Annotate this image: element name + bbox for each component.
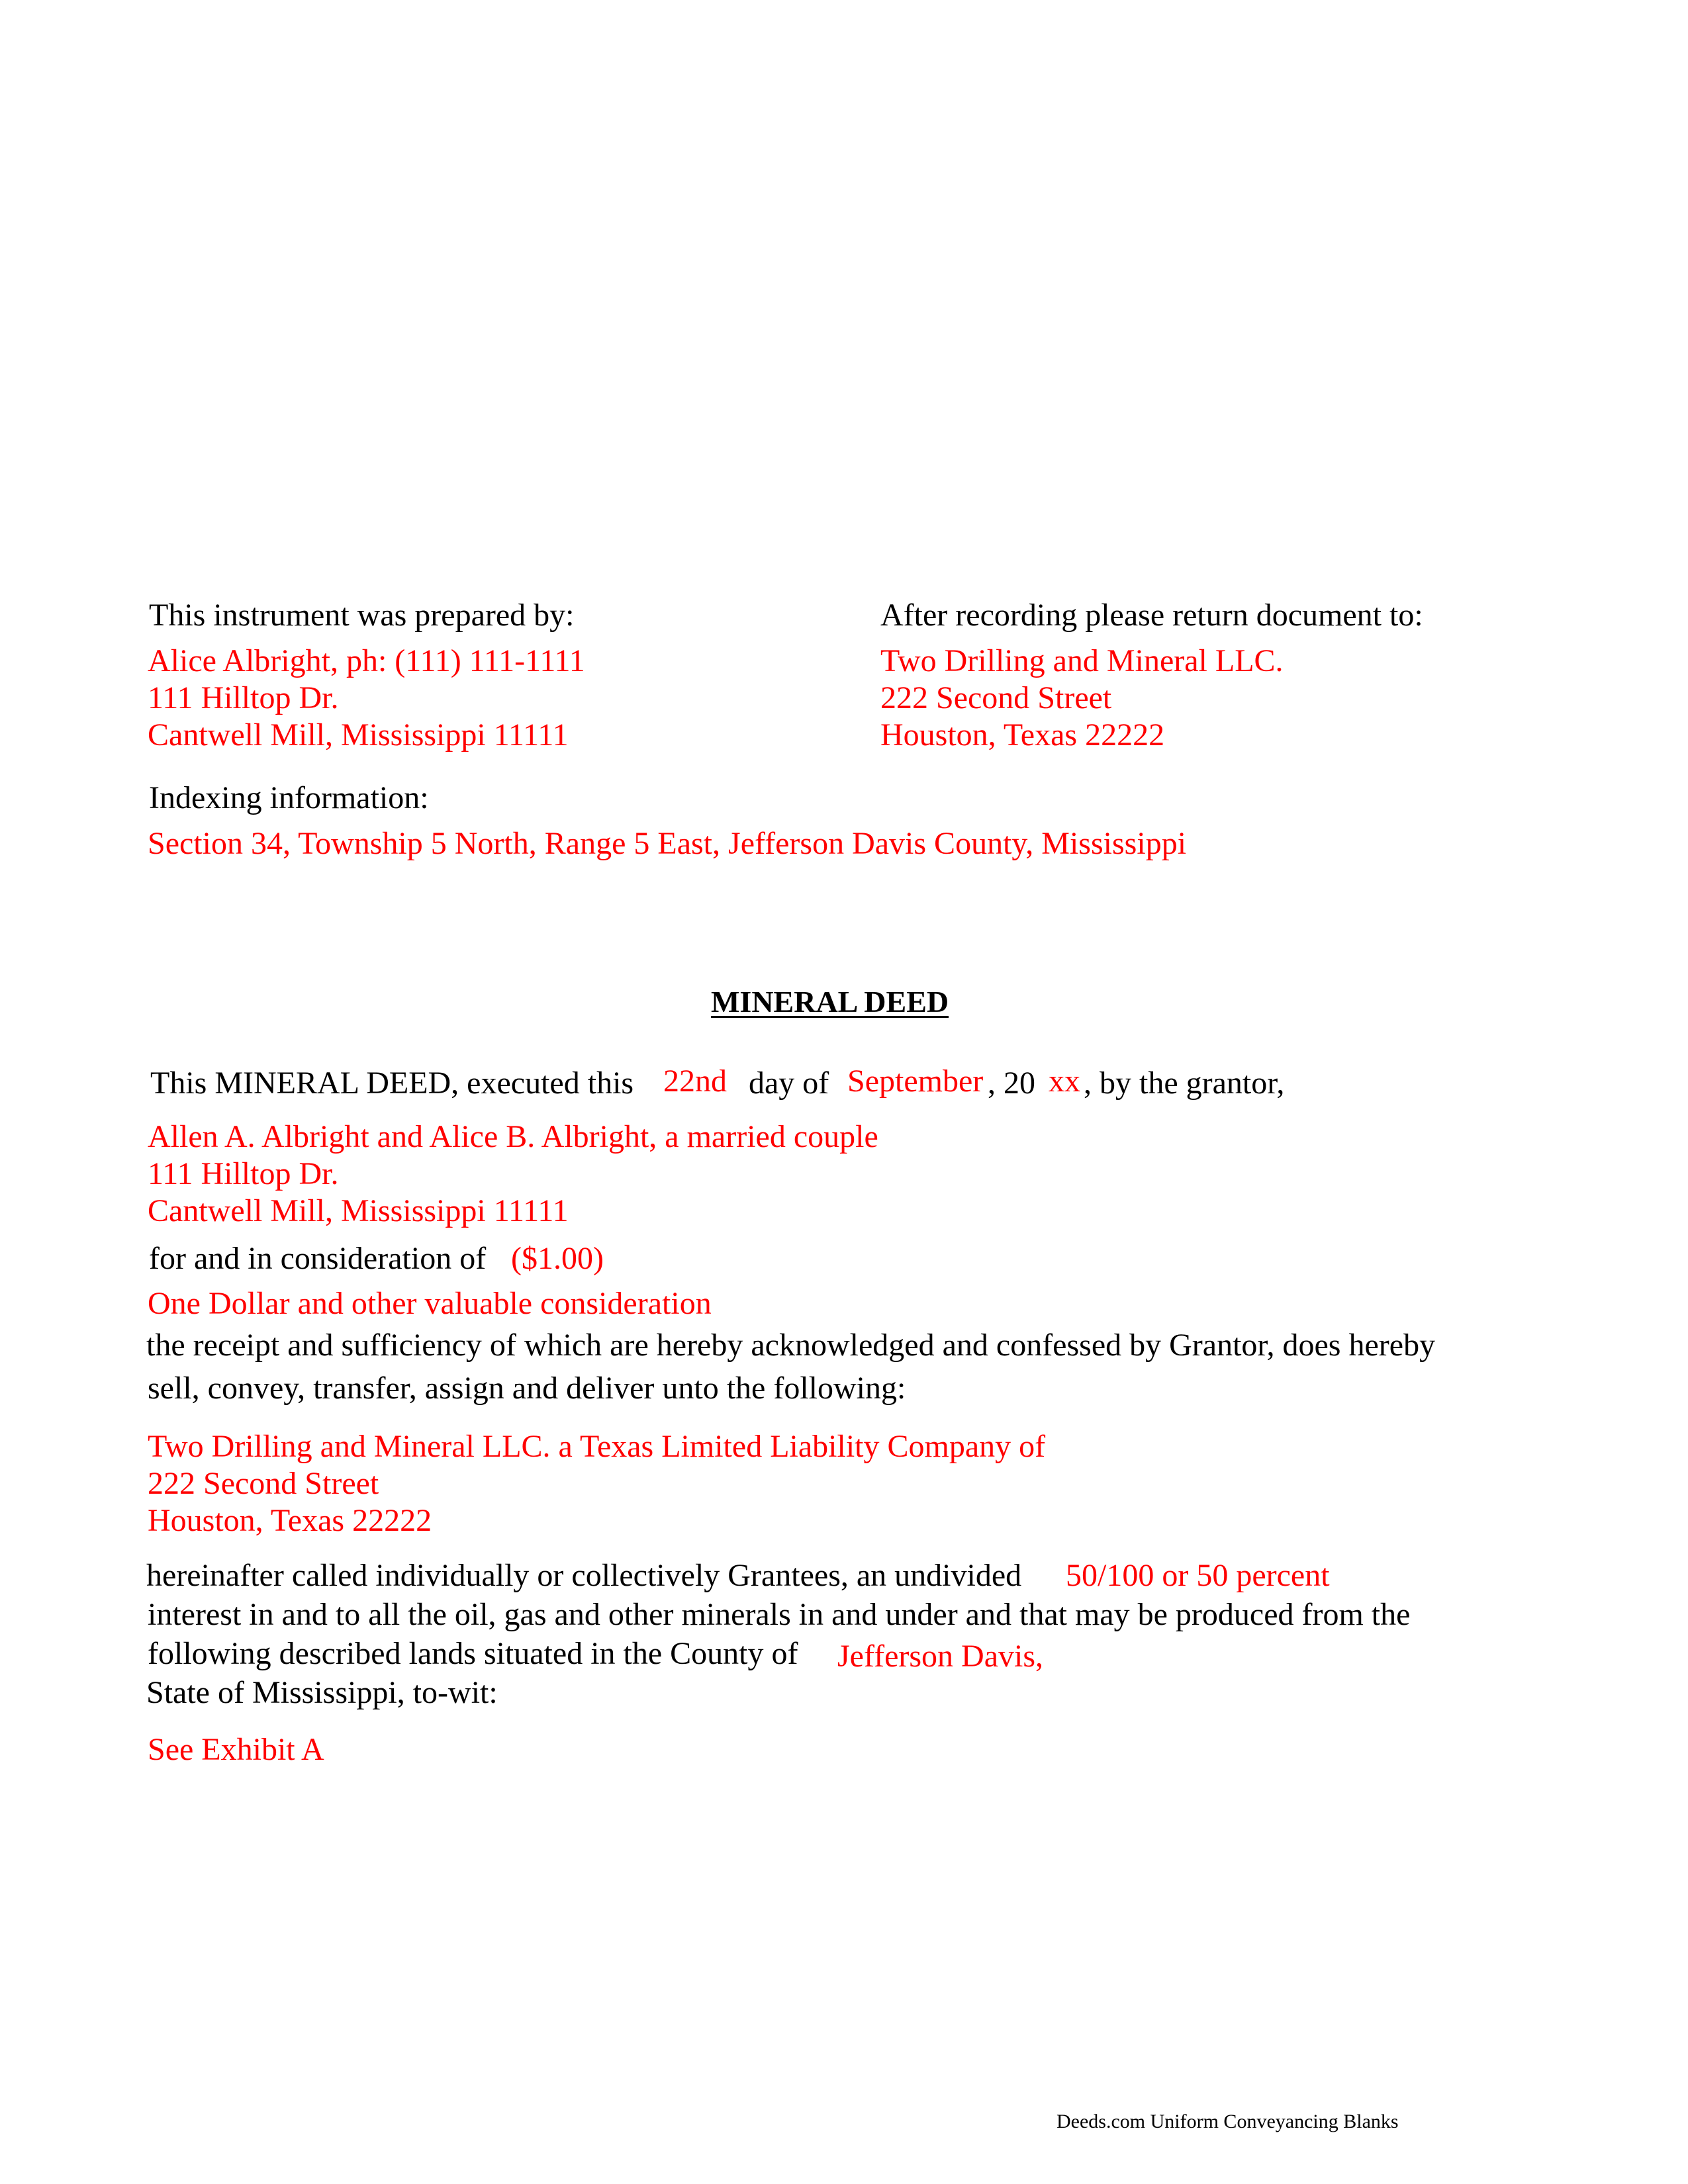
grantor-city: Cantwell Mill, Mississippi 11111	[148, 1193, 569, 1228]
interest-line2: interest in and to all the oil, gas and other minerals in and under and that may be produced from the	[148, 1597, 1411, 1632]
execution-year-suffix: xx	[1049, 1064, 1080, 1099]
consideration-label: for and in consideration of	[149, 1241, 487, 1276]
county-prefix: following described lands situated in the County of	[148, 1636, 798, 1671]
indexing-label: Indexing information:	[149, 780, 429, 815]
execution-prefix: This MINERAL DEED, executed this	[150, 1066, 634, 1101]
deed-title: MINERAL DEED	[711, 985, 949, 1019]
grantee-street: 222 Second Street	[148, 1466, 379, 1501]
execution-day: 22nd	[663, 1064, 727, 1099]
legal-description: See Exhibit A	[148, 1732, 324, 1767]
execution-suffix: , by the grantor,	[1084, 1066, 1285, 1101]
preparer-name-phone: Alice Albright, ph: (111) 111-1111	[148, 643, 585, 678]
state-line: State of Mississippi, to-wit:	[146, 1675, 498, 1710]
return-to-name: Two Drilling and Mineral LLC.	[880, 643, 1284, 678]
preparer-address-city: Cantwell Mill, Mississippi 11111	[148, 717, 569, 752]
county-value: Jefferson Davis,	[837, 1639, 1044, 1674]
preparer-address-street: 111 Hilltop Dr.	[148, 680, 339, 715]
prepared-by-label: This instrument was prepared by:	[149, 598, 575, 633]
interest-prefix: hereinafter called individually or collectively Grantees, an undivided	[146, 1558, 1022, 1593]
grantor-street: 111 Hilltop Dr.	[148, 1156, 339, 1191]
execution-year-prefix: , 20	[988, 1066, 1035, 1101]
grantee-city: Houston, Texas 22222	[148, 1503, 432, 1538]
consideration-words: One Dollar and other valuable consideration	[148, 1286, 712, 1321]
grantee-name: Two Drilling and Mineral LLC. a Texas Limited Liability Company of	[148, 1429, 1046, 1464]
return-to-city: Houston, Texas 22222	[880, 717, 1165, 752]
indexing-value: Section 34, Township 5 North, Range 5 East, Jefferson Davis County, Mississippi	[148, 826, 1187, 861]
interest-value: 50/100 or 50 percent	[1066, 1558, 1330, 1593]
return-to-label: After recording please return document to:	[880, 598, 1423, 633]
receipt-clause-line1: the receipt and sufficiency of which are hereby acknowledged and confessed by Grantor, does hereby	[146, 1328, 1436, 1363]
receipt-clause-line2: sell, convey, transfer, assign and deliver unto the following:	[148, 1371, 906, 1406]
return-to-street: 222 Second Street	[880, 680, 1112, 715]
execution-day-of: day of	[749, 1066, 829, 1101]
grantor-names: Allen A. Albright and Alice B. Albright, a married couple	[148, 1119, 878, 1154]
footer-text: Deeds.com Uniform Conveyancing Blanks	[1056, 2111, 1399, 2132]
consideration-amount: ($1.00)	[511, 1241, 604, 1276]
execution-month: September	[847, 1064, 984, 1099]
